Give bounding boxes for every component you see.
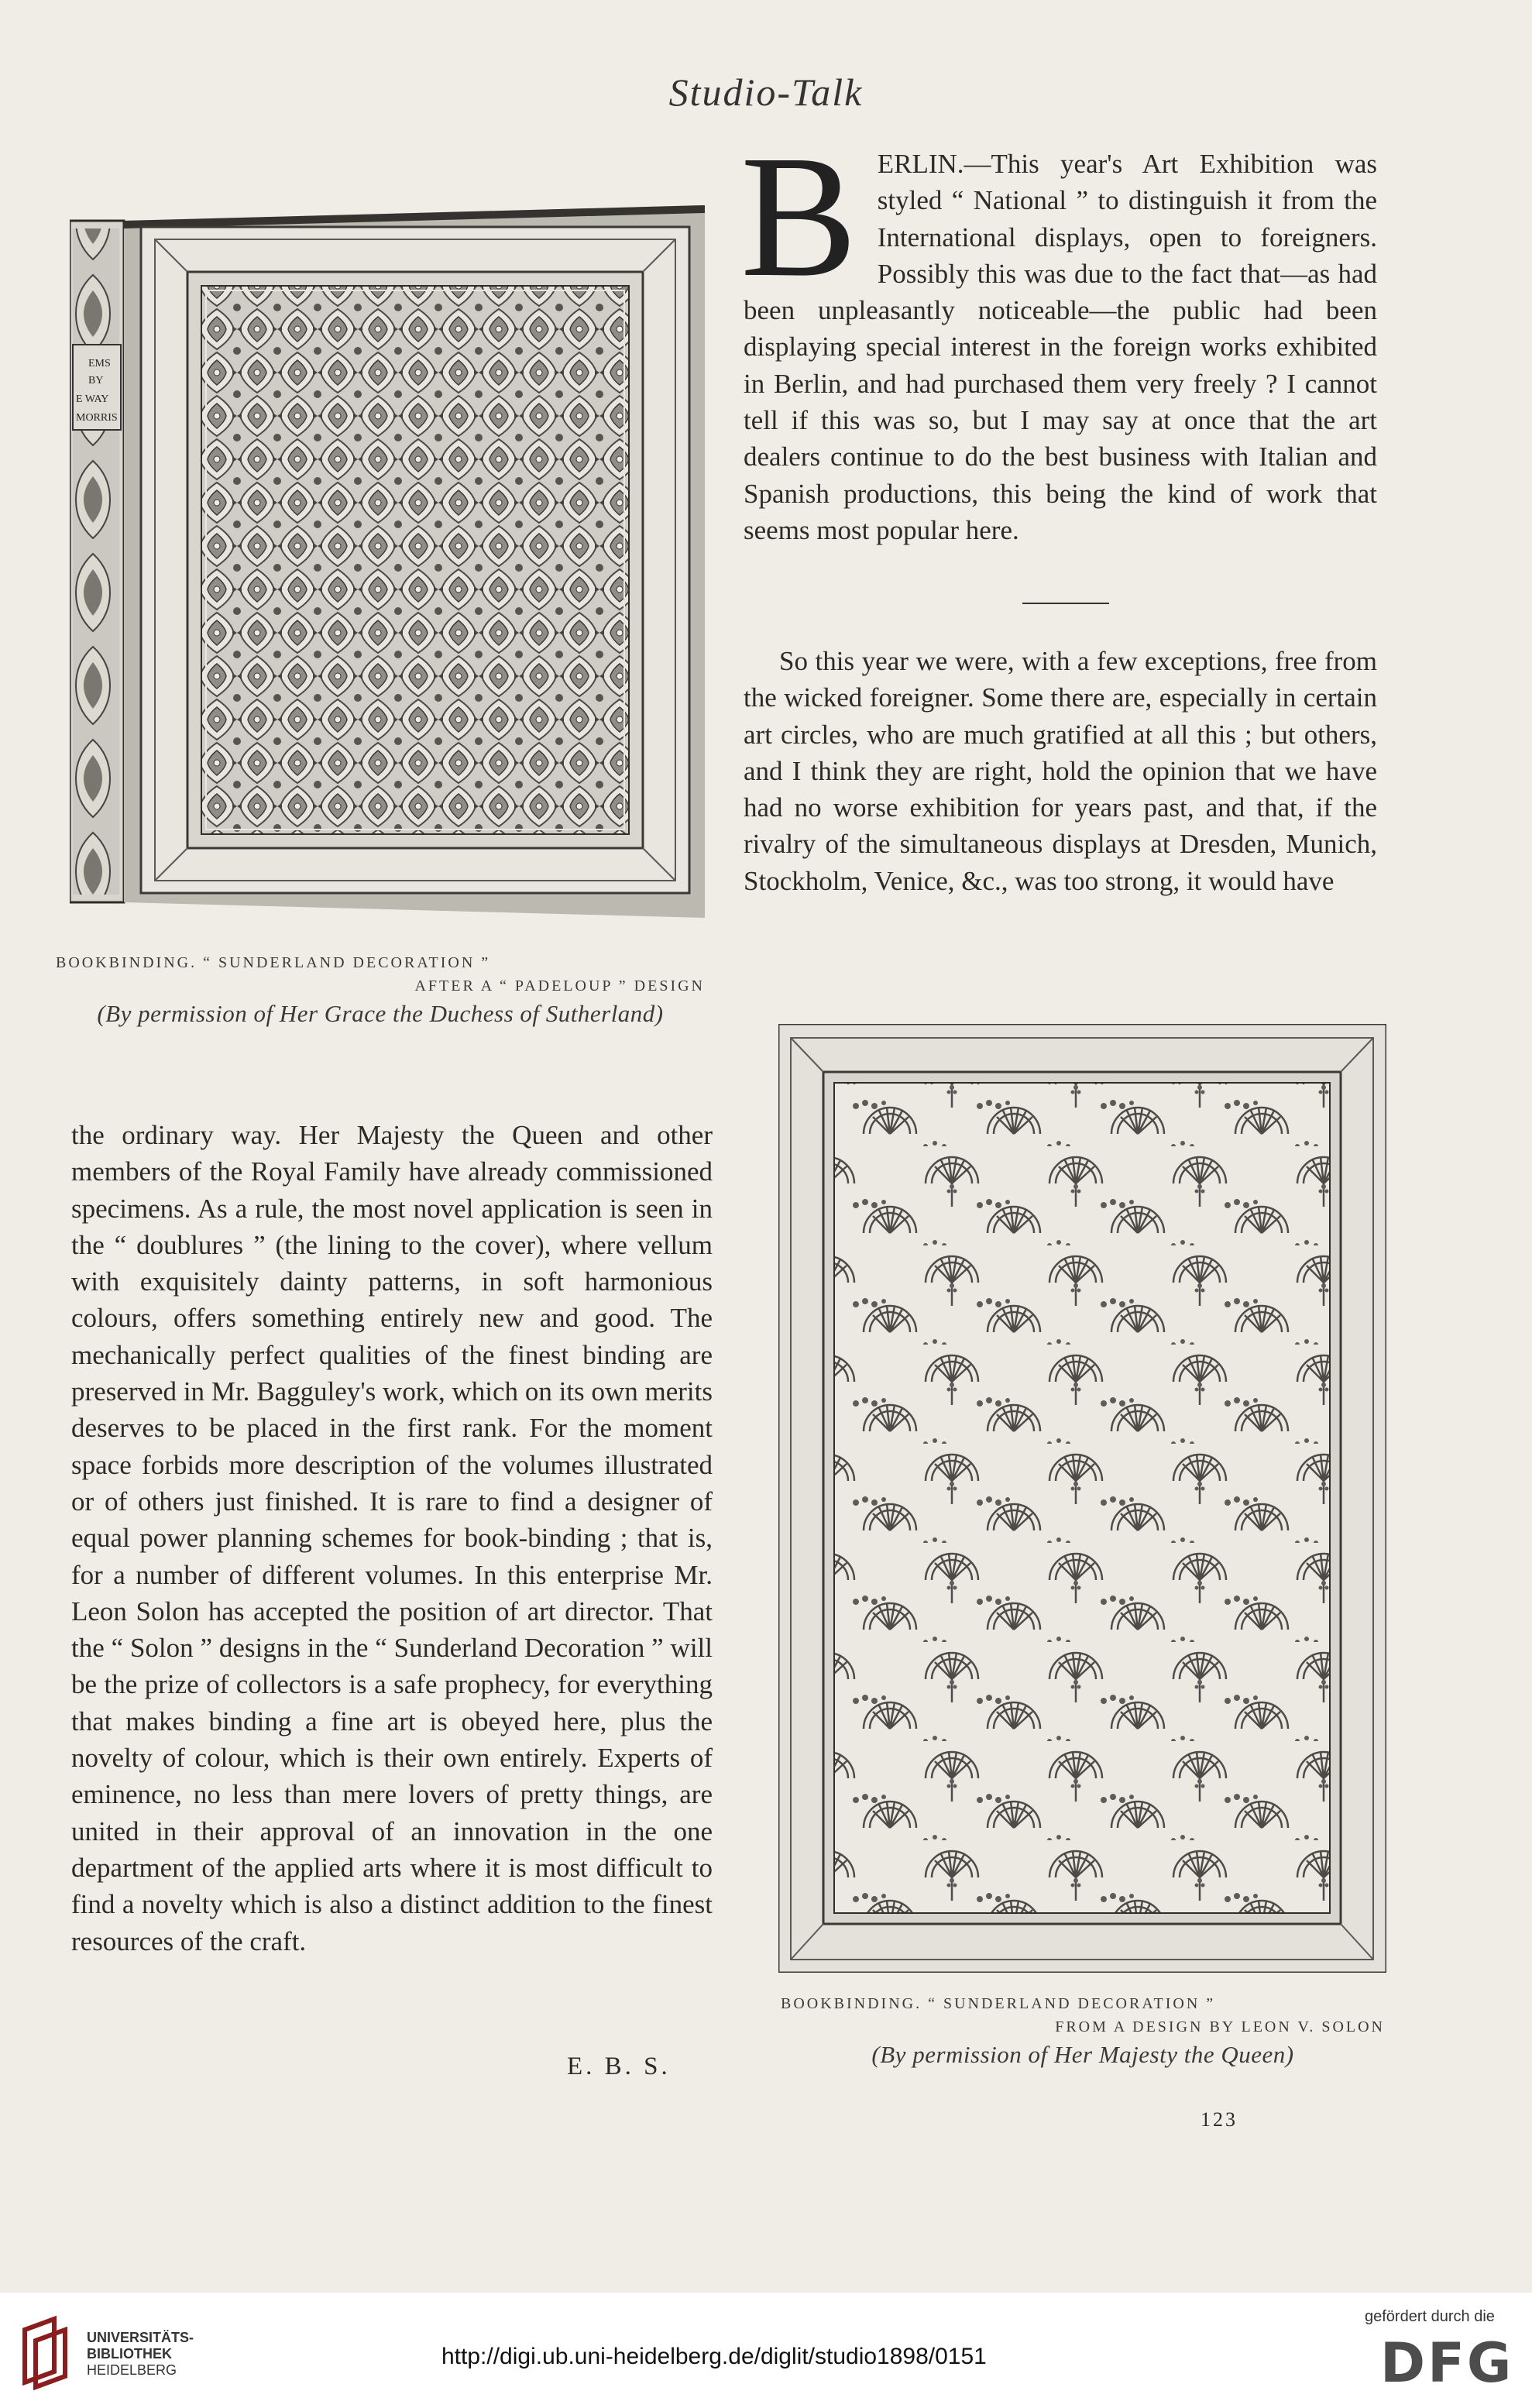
caption-plate-1-line-1: BOOKBINDING. “ SUNDERLAND DECORATION ” bbox=[56, 954, 491, 971]
footer-bar bbox=[0, 2293, 1532, 2408]
caption-plate-1 bbox=[56, 951, 705, 1025]
running-head: Studio-Talk bbox=[668, 70, 864, 114]
spine-title-2: BY bbox=[88, 375, 104, 386]
drop-cap: B bbox=[740, 119, 857, 313]
caption-plate-1-line-2: AFTER A “ PADELOUP ” DESIGN bbox=[414, 977, 705, 994]
bookbinding-plate-padeloup bbox=[70, 174, 705, 918]
library-name-line-1: UNIVERSITÄTS- bbox=[87, 2330, 194, 2345]
spine-title-3: E WAY bbox=[76, 393, 109, 405]
section-rule bbox=[1022, 603, 1109, 604]
second-paragraph: So this year we were, with a few exceptions, free from the wicked foreigner. Some there are, especially in certain art circles, who are much gratified at all this ; but others, and I think they are right, hold the opinion that we have had no worse exhibition for years past, and that, if the rivalry of the simultaneous displays at Dresden, Munich, Stockholm, Venice, &c., was too strong, it would have bbox=[744, 646, 1377, 896]
spine-title-4: MORRIS bbox=[76, 412, 118, 424]
caption-plate-2-line-1: BOOKBINDING. “ SUNDERLAND DECORATION ” bbox=[781, 1995, 1216, 2012]
dfg-logo: DFG bbox=[1380, 2331, 1514, 2395]
library-name-line-2: BIBLIOTHEK bbox=[87, 2346, 172, 2362]
source-url-link[interactable]: http://digi.ub.uni-heidelberg.de/diglit/studio1898/0151 bbox=[441, 2344, 987, 2369]
caption-plate-2-line-2: FROM A DESIGN BY LEON V. SOLON bbox=[1055, 2018, 1385, 2035]
berlin-text: ERLIN.—This year's Art Exhibition was styled “ National ” to distinguish it from the International displays, open to foreigners. Possibly this was due to the fact that—as had been unpleasantly noticeable—the public had been displaying special interest in the foreign works exhibited in Berlin, and had purchased them very freely ? I cannot tell if this was so, but I may say at once that the art dealers continue to do the best business with Italian and Spanish productions, this being the kind of work that seems most popular here. bbox=[744, 149, 1377, 545]
funded-by-text: gefördert durch die bbox=[1365, 2308, 1495, 2325]
library-logo-icon bbox=[17, 2313, 79, 2390]
author-signature: E. B. S. bbox=[567, 2052, 671, 2080]
spine-title-1: EMS bbox=[88, 358, 111, 369]
page-number: 123 bbox=[1201, 2108, 1238, 2131]
library-name-line-3: HEIDELBERG bbox=[87, 2362, 177, 2378]
berlin-paragraph bbox=[740, 119, 1377, 548]
left-column-paragraph: the ordinary way. Her Majesty the Queen and other members of the Royal Family have already commissioned specimens. As a rule, the most novel application is seen in the “ doublures ” (the lining to the cover), where vellum with exquisitely dainty patterns, in soft harmonious colours, offers something entirely new and good. The mechanically perfect qualities of the finest binding are preserved in Mr. Bagguley's work, which on its own merits deserves to be placed in the first rank. For the moment space forbids more description of the volumes illustrated or of others just finished. It is rare to find a designer of equal power planning schemes for book-binding ; that is, for a number of different volumes. In this enterprise Mr. Leon Solon has accepted the position of art director. That the “ Solon ” designs in the “ Sunderland Decoration ” will be the prize of collectors is a safe prophecy, for everything that makes binding a fine art is obeyed here, plus the novelty of colour, which is their own entirely. Experts of eminence, no less than mere lovers of pretty things, are united in their approval of an innovation in the one department of the applied arts where it is most difficult to find a novelty which is also a distinct addition to the finest resources of the craft. bbox=[71, 1120, 713, 1956]
library-name bbox=[87, 2330, 194, 2379]
caption-plate-1-permission: (By permission of Her Grace the Duchess of Sutherland) bbox=[97, 1000, 664, 1027]
caption-plate-2 bbox=[781, 1992, 1385, 2066]
bookbinding-plate-solon bbox=[778, 1024, 1386, 1973]
caption-plate-2-permission: (By permission of Her Majesty the Queen) bbox=[871, 2041, 1294, 2068]
